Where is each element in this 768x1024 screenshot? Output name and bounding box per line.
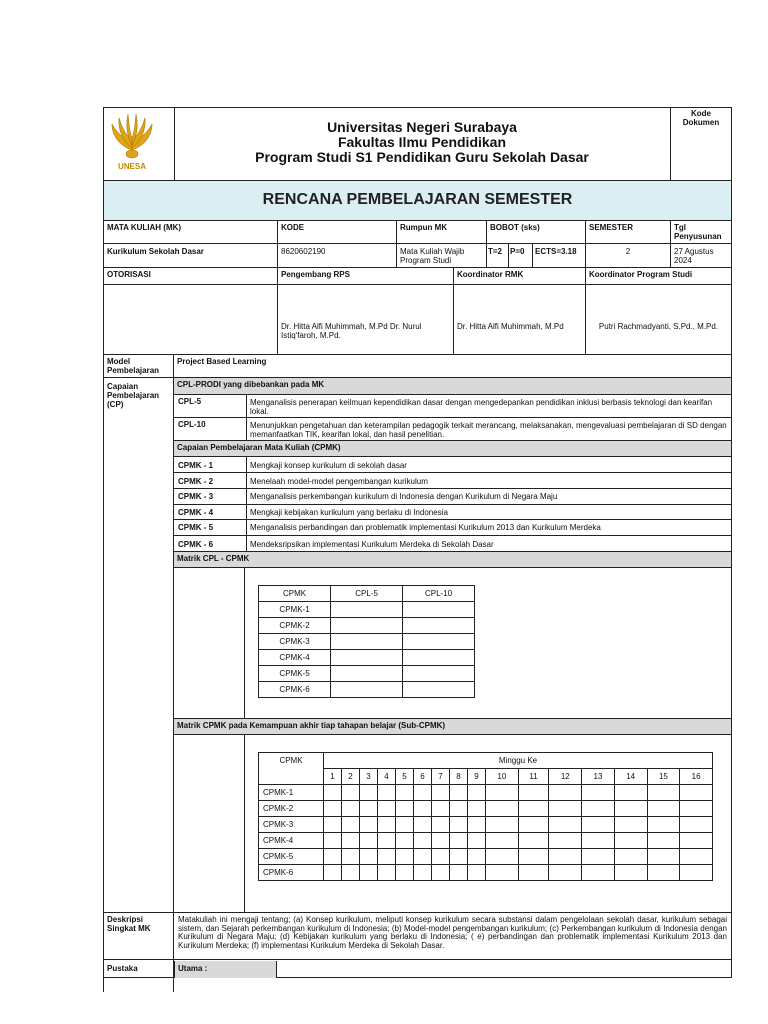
matrix-cell: [486, 801, 519, 817]
matrix-cell: [680, 801, 713, 817]
matrix2-row-label: CPMK-2: [259, 801, 324, 817]
col-kode: KODE: [281, 223, 305, 232]
matrix-cell: [614, 817, 647, 833]
matrix2-row-label: CPMK-4: [259, 833, 324, 849]
matrix-cell: [468, 785, 486, 801]
matrix1-row-label: CPMK-6: [259, 682, 331, 698]
matrix-cell: [468, 865, 486, 881]
matrix-cell: [378, 849, 396, 865]
week-number: 8: [450, 769, 468, 785]
matrix-cell: [331, 618, 403, 634]
university-name: Universitas Negeri Surabaya: [327, 119, 517, 135]
matrix-cell: [396, 833, 414, 849]
matrix-cell: [549, 817, 582, 833]
faculty-name: Fakultas Ilmu Pendidikan: [337, 134, 507, 150]
cpmk-text: Menganalisis perkembangan kurikulum di Indonesia dengan Kurikulum di Negara Maju: [250, 492, 558, 501]
cpl-heading-band: [174, 378, 731, 395]
matrix-cell: [450, 849, 468, 865]
bobot-praktik: P=0: [510, 247, 525, 256]
week-number: 5: [396, 769, 414, 785]
matrix-cell: [647, 865, 680, 881]
matrix-cell: [582, 817, 615, 833]
matrix-cell: [582, 785, 615, 801]
matrix-cell: [378, 817, 396, 833]
matrix-cell: [549, 785, 582, 801]
matrix-cell: [342, 817, 360, 833]
matrix-cell: [342, 801, 360, 817]
matrix1-heading: Matrik CPL - CPMK: [177, 554, 250, 563]
matrix-cell: [396, 785, 414, 801]
cpmk-text: Mendeksripsikan implementasi Kurikulum Merdeka di Sekolah Dasar: [250, 540, 494, 549]
matrix-cell: [378, 833, 396, 849]
matrix-cell: [432, 801, 450, 817]
course-code: 8620602190: [281, 247, 326, 256]
otorisasi-label: OTORISASI: [107, 270, 151, 279]
matrix-cell: [518, 785, 549, 801]
matrix2-weeks-header: Minggu Ke: [324, 753, 713, 769]
week-number: 4: [378, 769, 396, 785]
matrix-cell: [486, 833, 519, 849]
matrix-cell: [450, 817, 468, 833]
cpmk-code: CPMK - 1: [178, 461, 214, 470]
matrix-cell: [680, 817, 713, 833]
matrix-cell: [468, 833, 486, 849]
matrix1-row-label: CPMK-3: [259, 634, 331, 650]
matrix-cell: [414, 817, 432, 833]
week-number: 15: [647, 769, 680, 785]
col-mata-kuliah: MATA KULIAH (MK): [107, 223, 182, 232]
matrix-cell: [549, 865, 582, 881]
matrix-cell: [582, 833, 615, 849]
matrix-cell: [518, 833, 549, 849]
week-number: 6: [414, 769, 432, 785]
model-label: Model Pembelajaran: [107, 357, 160, 375]
matrix-cell: [486, 817, 519, 833]
week-number: 16: [680, 769, 713, 785]
week-number: 13: [582, 769, 615, 785]
pustaka-utama-label: Utama :: [178, 964, 208, 973]
col-koordinator-prodi: Koordinator Program Studi: [589, 270, 693, 279]
matrix-cell: [582, 849, 615, 865]
cpmk-heading: Capaian Pembelajaran Mata Kuliah (CPMK): [177, 443, 341, 452]
matrix-cell: [403, 602, 475, 618]
cpmk-code: CPMK - 5: [178, 523, 214, 532]
deskripsi-text: Matakuliah ini mengaji tentang; (a) Konsep kurikulum, meliputi konsep kurikulum secara substansi dalam pengelolaan sekolah dasar, kurikulum sebagai sistem, dan Sejarah perkembangan kurikulum di Indonesia; (b) Model-model pengembangan kurikulum; (c) Perkembangan kurikulum di Indonesia dengan Kurikulum di Negara Maju; (d) Kebijakan kurikulum yang berlaku di Indonesia; ( e) perbandingan dan problematik implementasi Kurikulum 2013 dan Kurikulum Merdeka; (f) implementasi Kurikulum Merdeka di Sekolah Dasar.: [178, 915, 727, 950]
matrix-cell: [432, 785, 450, 801]
matrix-cell: [647, 833, 680, 849]
matrix-cell: [403, 650, 475, 666]
matrix1-col-header: CPMK: [259, 586, 331, 602]
matrix-cell: [396, 817, 414, 833]
matrix-cell: [342, 785, 360, 801]
matrix-cell: [614, 785, 647, 801]
matrix-cell: [468, 849, 486, 865]
pustaka-label: Pustaka: [107, 964, 138, 973]
week-number: 1: [324, 769, 342, 785]
matrix-cell: [680, 865, 713, 881]
col-semester: SEMESTER: [589, 223, 634, 232]
matrix-cell: [342, 833, 360, 849]
matrix-cell: [396, 849, 414, 865]
matrix-cell: [331, 666, 403, 682]
matrix2-cpmk-header: CPMK: [259, 753, 324, 785]
week-number: 14: [614, 769, 647, 785]
matrix-cell: [403, 634, 475, 650]
week-number: 12: [549, 769, 582, 785]
col-pengembang-rps: Pengembang RPS: [281, 270, 350, 279]
document-title: RENCANA PEMBELAJARAN SEMESTER: [262, 191, 573, 208]
cpmk-text: Mengkaji konsep kurikulum di sekolah dasar: [250, 461, 407, 470]
week-number: 2: [342, 769, 360, 785]
matrix-cell: [360, 865, 378, 881]
matrix1-heading-band: [174, 552, 731, 568]
title-band: [103, 181, 732, 221]
matrix-cell: [450, 801, 468, 817]
course-rumpun: Mata Kuliah Wajib Program Studi: [400, 247, 465, 265]
matrix-cell: [378, 801, 396, 817]
matrix-cell: [486, 849, 519, 865]
deskripsi-label: Deskripsi Singkat MK: [107, 915, 151, 933]
col-koordinator-rmk: Koordinator RMK: [457, 270, 524, 279]
matrix-cell: [378, 865, 396, 881]
logo-text: UNESA: [117, 162, 146, 171]
matrix-cell: [582, 801, 615, 817]
matrix-cell: [432, 849, 450, 865]
matrix-cell: [468, 801, 486, 817]
week-number: 11: [518, 769, 549, 785]
cpmk-text: Menelaah model-model pengembangan kurikulum: [250, 477, 428, 486]
matrix1-row-label: CPMK-4: [259, 650, 331, 666]
matrix-cell: [403, 666, 475, 682]
matrix1-row-label: CPMK-5: [259, 666, 331, 682]
matrix-cell: [396, 801, 414, 817]
matrix-cell: [342, 865, 360, 881]
matrix1-col-header: CPL-10: [403, 586, 475, 602]
col-rumpun: Rumpun MK: [400, 223, 448, 232]
course-name: Kurikulum Sekolah Dasar: [107, 247, 204, 256]
matrix-cell: [614, 865, 647, 881]
matrix-cell: [360, 833, 378, 849]
cpmk-code: CPMK - 3: [178, 492, 214, 501]
matrix-cell: [414, 833, 432, 849]
matrix-cell: [680, 833, 713, 849]
matrix2-row-label: CPMK-6: [259, 865, 324, 881]
week-number: 10: [486, 769, 519, 785]
matrix-cell: [360, 785, 378, 801]
col-tgl-penyusunan: Tgl Penyusunan: [674, 223, 722, 241]
matrix1-row-label: CPMK-1: [259, 602, 331, 618]
matrix-cell: [331, 682, 403, 698]
matrix-cell: [450, 785, 468, 801]
matrix-cell: [403, 618, 475, 634]
matrix-cell: [360, 849, 378, 865]
matrix-cell: [378, 785, 396, 801]
cpmk-heading-band: [174, 441, 731, 457]
week-number: 9: [468, 769, 486, 785]
matrix-cell: [518, 801, 549, 817]
course-date: 27 Agustus 2024: [674, 247, 714, 265]
matrix-cell: [468, 817, 486, 833]
cpl-code: CPL-10: [178, 420, 206, 429]
matrix-cell: [680, 849, 713, 865]
matrix-cell: [518, 849, 549, 865]
cpl-cpmk-matrix: [258, 585, 475, 698]
cpl-text: Menunjukkan pengetahuan dan keterampilan pedagogik terkait merancang, melaksanakan, mengevaluasi pembelajaran di SD dengan memanfaatkan TIK, kearifan lokal, dan hasil penelitian.: [250, 421, 727, 439]
matrix-cell: [324, 817, 342, 833]
matrix-cell: [414, 865, 432, 881]
matrix-cell: [614, 801, 647, 817]
week-number: 7: [432, 769, 450, 785]
sub-cpmk-matrix: [258, 752, 713, 881]
matrix-cell: [342, 849, 360, 865]
course-semester: 2: [625, 247, 631, 256]
matrix-cell: [614, 833, 647, 849]
matrix-cell: [432, 833, 450, 849]
matrix-cell: [414, 849, 432, 865]
cpmk-text: Menganalisis perbandingan dan problematik implementasi Kurikulum 2013 dan Kurikulum Merdeka: [250, 523, 601, 532]
koordinator-rmk-name: Dr. Hitta Alfi Muhimmah, M.Pd: [457, 322, 564, 331]
matrix-cell: [331, 602, 403, 618]
matrix2-row-label: CPMK-1: [259, 785, 324, 801]
matrix-cell: [331, 634, 403, 650]
matrix-cell: [518, 817, 549, 833]
matrix-cell: [486, 865, 519, 881]
matrix-cell: [324, 849, 342, 865]
unesa-logo: [106, 110, 158, 176]
matrix-cell: [647, 849, 680, 865]
matrix1-col-header: CPL-5: [331, 586, 403, 602]
matrix-cell: [331, 650, 403, 666]
cpl-heading: CPL-PRODI yang dibebankan pada MK: [177, 380, 325, 389]
matrix-cell: [582, 865, 615, 881]
matrix-cell: [647, 801, 680, 817]
matrix-cell: [680, 785, 713, 801]
col-bobot: BOBOT (sks): [490, 223, 540, 232]
matrix-cell: [324, 785, 342, 801]
model-value: Project Based Learning: [177, 357, 267, 366]
matrix-cell: [432, 865, 450, 881]
matrix-cell: [450, 865, 468, 881]
matrix-cell: [518, 865, 549, 881]
pengembang-names: Dr. Hitta Alfi Muhimmah, M.Pd Dr. Nurul Istiq'faroh, M.Pd.: [281, 322, 422, 340]
program-name: Program Studi S1 Pendidikan Guru Sekolah Dasar: [255, 149, 589, 165]
matrix-cell: [360, 801, 378, 817]
cpl-text: Menganalisis penerapan keilmuan kependidikan dasar dengan mengedepankan pendidikan inklusi berbasis teknologi dan kearifan lokal.: [250, 398, 713, 416]
matrix-cell: [549, 849, 582, 865]
matrix-cell: [614, 849, 647, 865]
cpl-code: CPL-5: [178, 397, 202, 406]
cp-label: Capaian Pembelajaran (CP): [107, 382, 160, 409]
matrix2-row-label: CPMK-3: [259, 817, 324, 833]
matrix-cell: [414, 801, 432, 817]
matrix-cell: [486, 785, 519, 801]
matrix-cell: [450, 833, 468, 849]
matrix-cell: [360, 817, 378, 833]
matrix-cell: [403, 682, 475, 698]
week-number: 3: [360, 769, 378, 785]
matrix1-row-label: CPMK-2: [259, 618, 331, 634]
university-heading: [174, 120, 670, 165]
matrix-cell: [647, 785, 680, 801]
matrix-cell: [549, 833, 582, 849]
bobot-teori: T=2: [488, 247, 503, 256]
matrix-cell: [414, 785, 432, 801]
matrix2-heading-band: [174, 718, 731, 735]
cpmk-code: CPMK - 2: [178, 477, 214, 486]
bobot-ects: ECTS=3.18: [535, 247, 577, 256]
matrix-cell: [396, 865, 414, 881]
matrix-cell: [324, 801, 342, 817]
matrix2-heading: Matrik CPMK pada Kemampuan akhir tiap tahapan belajar (Sub-CPMK): [177, 721, 446, 730]
matrix-cell: [647, 817, 680, 833]
matrix-cell: [549, 801, 582, 817]
cpmk-text: Mengkaji kebijakan kurikulum yang berlaku di Indonesia: [250, 508, 448, 517]
cpmk-code: CPMK - 6: [178, 540, 214, 549]
koordinator-prodi-name: Putri Rachmadyanti, S.Pd., M.Pd.: [598, 322, 719, 331]
document-code-label: Kode Dokumen: [682, 109, 720, 127]
matrix2-row-label: CPMK-5: [259, 849, 324, 865]
matrix-cell: [432, 817, 450, 833]
cpmk-code: CPMK - 4: [178, 508, 214, 517]
matrix-cell: [324, 865, 342, 881]
matrix-cell: [324, 833, 342, 849]
